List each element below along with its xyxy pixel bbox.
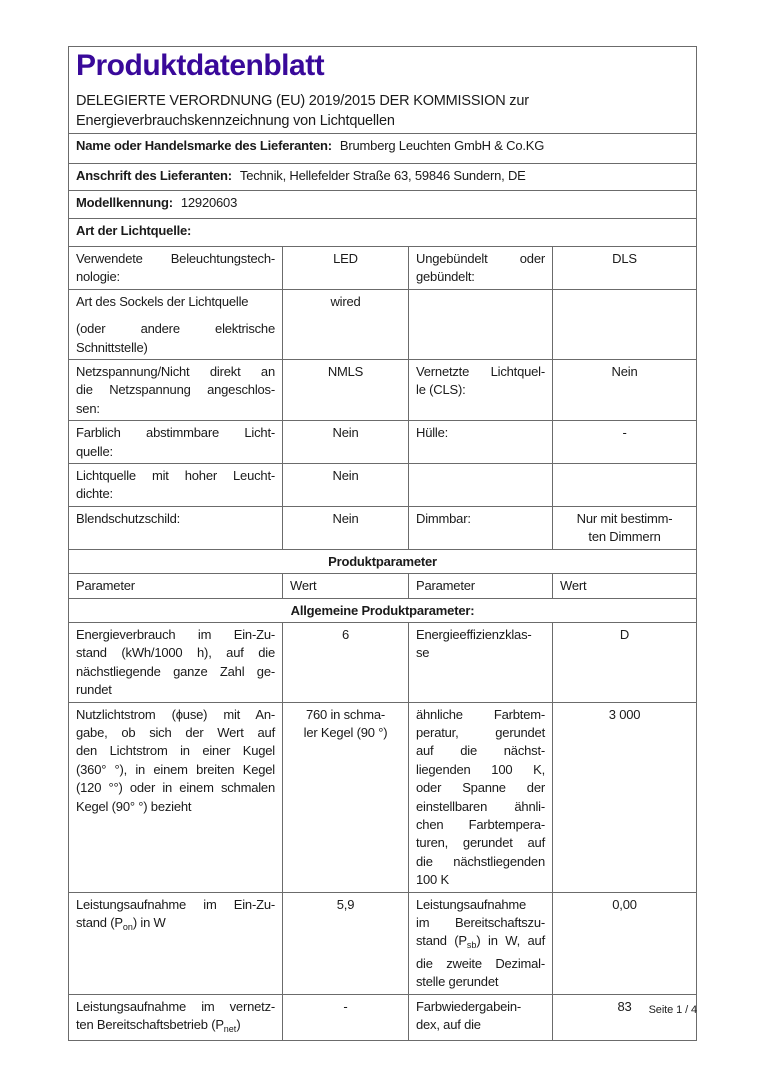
- column-header-row: [69, 574, 697, 598]
- supplier-value: Technik, Hellefelder Straße 63, 59846 Sundern, DE: [239, 168, 526, 183]
- supplier-label: Name oder Handelsmarke des Lieferanten:: [76, 138, 332, 153]
- param-cell-left: Nutzlichtstrom (ϕuse) mit An- gabe, ob sich der Wert auf den Lichtstrom in einer Kugel (360° °), in einem breiten Kegel (120 °°) oder in einem schmalen Kegel (90° °) bezieht: [69, 702, 283, 892]
- title-row: [69, 47, 697, 134]
- value-cell-right: 3 000: [553, 702, 697, 892]
- param-cell-right: ähnliche Farbtem- peratur, gerundet auf die nächst- liegenden 100 K, oder Spanne der einstellbaren ähnli- chen Farbtempera- turen, gerundet auf die nächstliegenden 100 K: [409, 702, 553, 892]
- supplier-cell: [69, 191, 697, 219]
- section-row: [69, 598, 697, 622]
- param-cell-left: Netzspannung/Nicht direkt an die Netzspannung angeschlos- sen:: [69, 360, 283, 421]
- supplier-row: [69, 164, 697, 191]
- param-cell-right: [409, 464, 553, 507]
- value-cell-left: 5,9: [283, 892, 409, 994]
- param-row: [69, 892, 697, 994]
- column-header: Parameter: [409, 574, 553, 598]
- supplier-cell: [69, 219, 697, 247]
- param-cell-left: Leistungsaufnahme im Ein-Zu- stand $(P_{on})$ in W: [69, 892, 283, 994]
- title-cell: [69, 47, 697, 134]
- supplier-cell: [69, 134, 697, 164]
- value-cell-left: Nein: [283, 421, 409, 464]
- value-cell-left: Nein: [283, 464, 409, 507]
- param-cell-right: Energieeffizienzklas- se: [409, 622, 553, 702]
- value-cell-right: D: [553, 622, 697, 702]
- section-row: [69, 549, 697, 573]
- value-cell-right: -: [553, 421, 697, 464]
- value-cell-left: -: [283, 994, 409, 1041]
- value-cell-right: Nur mit bestimm- ten Dimmern: [553, 506, 697, 549]
- param-cell-left: Verwendete Beleuchtungstech- nologie:: [69, 247, 283, 290]
- param-row: [69, 622, 697, 702]
- value-cell-right: [553, 464, 697, 507]
- section-title: Produktparameter: [69, 549, 697, 573]
- param-cell-left: Art des Sockels der Lichtquelle (oder andere elektrische Schnittstelle): [69, 289, 283, 359]
- value-cell-left: wired: [283, 289, 409, 359]
- param-cell-right: Vernetzte Lichtquel- le (CLS):: [409, 360, 553, 421]
- supplier-value: 12920603: [180, 195, 238, 210]
- param-cell-left: Lichtquelle mit hoher Leucht- dichte:: [69, 464, 283, 507]
- param-cell-right: Farbwiedergabein- dex, auf die: [409, 994, 553, 1041]
- param-row: [69, 421, 697, 464]
- param-cell-right: Hülle:: [409, 421, 553, 464]
- supplier-row: [69, 219, 697, 247]
- param-row: [69, 360, 697, 421]
- param-cell-right: Dimmbar:: [409, 506, 553, 549]
- param-cell-left: Farblich abstimmbare Licht- quelle:: [69, 421, 283, 464]
- value-cell-right: 0,00: [553, 892, 697, 994]
- value-cell-left: LED: [283, 247, 409, 290]
- regulation-subtitle-line2: Energieverbrauchskennzeichnung von Lichtquellen: [76, 113, 395, 129]
- value-cell-right: DLS: [553, 247, 697, 290]
- section-title: Allgemeine Produktparameter:: [69, 598, 697, 622]
- supplier-row: [69, 191, 697, 219]
- supplier-row: [69, 134, 697, 164]
- datasheet-table: [68, 46, 697, 1041]
- value-cell-left: 760 in schma- ler Kegel (90 °): [283, 702, 409, 892]
- param-row: [69, 702, 697, 892]
- value-cell-right: Nein: [553, 360, 697, 421]
- supplier-label: Art der Lichtquelle:: [76, 223, 192, 238]
- param-row: [69, 289, 697, 359]
- value-cell-left: 6: [283, 622, 409, 702]
- page-title: Produktdatenblatt: [76, 49, 325, 82]
- param-cell-left: Leistungsaufnahme im vernetz- ten Bereitschaftsbetrieb $(P_{net})$: [69, 994, 283, 1041]
- param-row: [69, 464, 697, 507]
- page-number: Seite 1 / 4: [648, 1004, 697, 1016]
- param-cell-right: [409, 289, 553, 359]
- column-header: Parameter: [69, 574, 283, 598]
- supplier-value: Brumberg Leuchten GmbH & Co.KG: [339, 138, 545, 153]
- supplier-label: Anschrift des Lieferanten:: [76, 168, 232, 183]
- param-cell-left: Blendschutzschild:: [69, 506, 283, 549]
- value-cell-right: [553, 289, 697, 359]
- param-row: [69, 247, 697, 290]
- param-cell-left: Energieverbrauch im Ein-Zu- stand (kWh/1000 h), auf die nächstliegende ganze Zahl ge- rundet: [69, 622, 283, 702]
- regulation-subtitle-line1: DELEGIERTE VERORDNUNG (EU) 2019/2015 DER KOMMISSION zur: [76, 93, 529, 109]
- column-header: Wert: [283, 574, 409, 598]
- supplier-label: Modellkennung:: [76, 195, 173, 210]
- param-cell-right: Ungebündelt oder gebündelt:: [409, 247, 553, 290]
- value-cell-left: NMLS: [283, 360, 409, 421]
- param-row: [69, 994, 697, 1041]
- param-row: [69, 506, 697, 549]
- param-cell-right: Leistungsaufnahme im Bereitschaftszu- stand $(P_{sb})$ in W, auf die zweite Dezimal- stelle gerundet: [409, 892, 553, 994]
- supplier-cell: [69, 164, 697, 191]
- value-cell-right: 83: [553, 994, 697, 1041]
- column-header: Wert: [553, 574, 697, 598]
- value-cell-left: Nein: [283, 506, 409, 549]
